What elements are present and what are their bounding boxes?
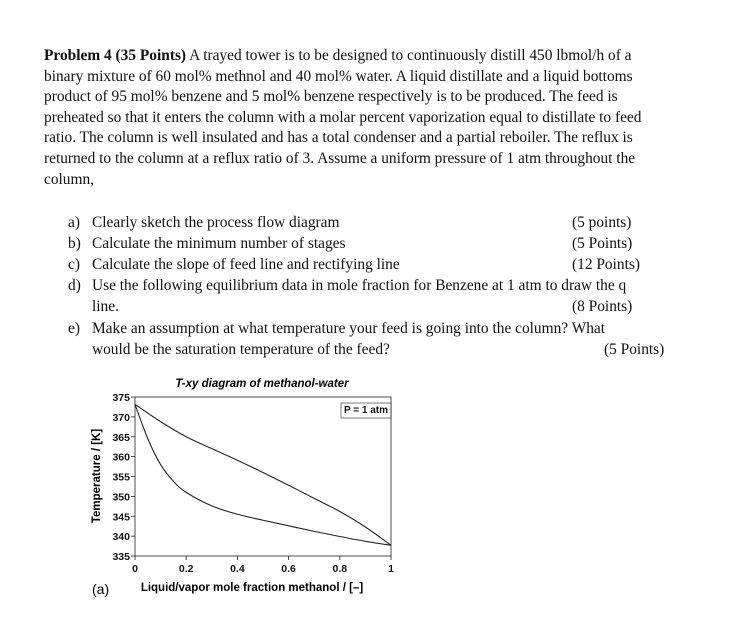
x-axis-label: Liquid/vapor mole fraction methanol / [–] [140, 582, 364, 594]
question-text-continued: line. [92, 298, 119, 315]
question-label: c) [68, 256, 80, 273]
question-label: b) [68, 235, 81, 252]
problem-line: column, [44, 170, 95, 188]
panel-label: (a) [92, 581, 110, 597]
question-text-continued: would be the saturation temperature of the feed? [92, 341, 390, 358]
question-points: (5 points) [572, 214, 632, 231]
y-tick-label: 340 [112, 531, 130, 544]
bubble-point-curve [135, 404, 391, 545]
pressure-annotation: P = 1 atm [343, 405, 388, 416]
x-tick-label: 1 [388, 563, 394, 575]
x-tick-label: 0 [132, 563, 138, 575]
plot-area [112, 392, 394, 575]
problem-line: ratio. The column is well insulated and has a total condenser and a partial reboiler. The reflux is [44, 129, 633, 147]
question-label: a) [68, 214, 80, 231]
problem-heading: Problem 4 (35 Points) [44, 47, 187, 64]
x-tick-label: 0.4 [230, 563, 245, 575]
x-tick-label: 0.8 [332, 563, 348, 575]
question-label: e) [68, 320, 80, 337]
question-text: Calculate the minimum number of stages [92, 235, 346, 252]
question-label: d) [68, 277, 81, 294]
y-tick-label: 345 [112, 511, 130, 524]
problem-line: preheated so that it enters the column with a molar percent vaporization equal to distillate to feed [44, 108, 642, 126]
y-tick-label: 370 [112, 411, 130, 424]
x-tick-label: 0.6 [281, 563, 296, 575]
y-tick-label: 365 [112, 431, 130, 444]
y-tick-label: 350 [112, 491, 130, 504]
problem-line: returned to the column at a reflux ratio of 3. Assume a uniform pressure of 1 atm throughout the [44, 149, 636, 167]
x-tick-label: 0.2 [178, 563, 194, 575]
y-tick-label: 360 [112, 451, 130, 464]
y-tick-label: 355 [112, 471, 130, 484]
question-text: Calculate the slope of feed line and rectifying line [92, 256, 400, 273]
plot-frame [135, 397, 391, 556]
y-axis-label: Temperature / [K] [91, 428, 103, 524]
question-points: (5 Points) [572, 235, 633, 252]
question-points: (8 Points) [572, 298, 633, 315]
problem-line: A trayed tower is to be designed to continuously distill 450 lbmol/h of a [186, 47, 632, 64]
chart-title: T-xy diagram of methanol-water [175, 378, 349, 390]
y-tick-label: 375 [112, 392, 130, 404]
question-points: (12 Points) [572, 256, 640, 273]
y-tick-label: 335 [112, 551, 130, 563]
question-text: Make an assumption at what temperature your feed is going into the column? What [92, 320, 606, 337]
question-points: (5 Points) [604, 341, 665, 358]
question-text: Clearly sketch the process flow diagram [92, 214, 340, 231]
problem-line: binary mixture of 60 mol% methnol and 40 mol% water. A liquid distillate and a liquid bottoms [44, 67, 633, 85]
dew-point-curve [135, 404, 391, 545]
problem-line: product of 95 mol% benzene and 5 mol% benzene respectively is to be produced. The feed is [44, 88, 618, 106]
question-text: Use the following equilibrium data in mole fraction for Benzene at 1 atm to draw the q [92, 277, 627, 294]
